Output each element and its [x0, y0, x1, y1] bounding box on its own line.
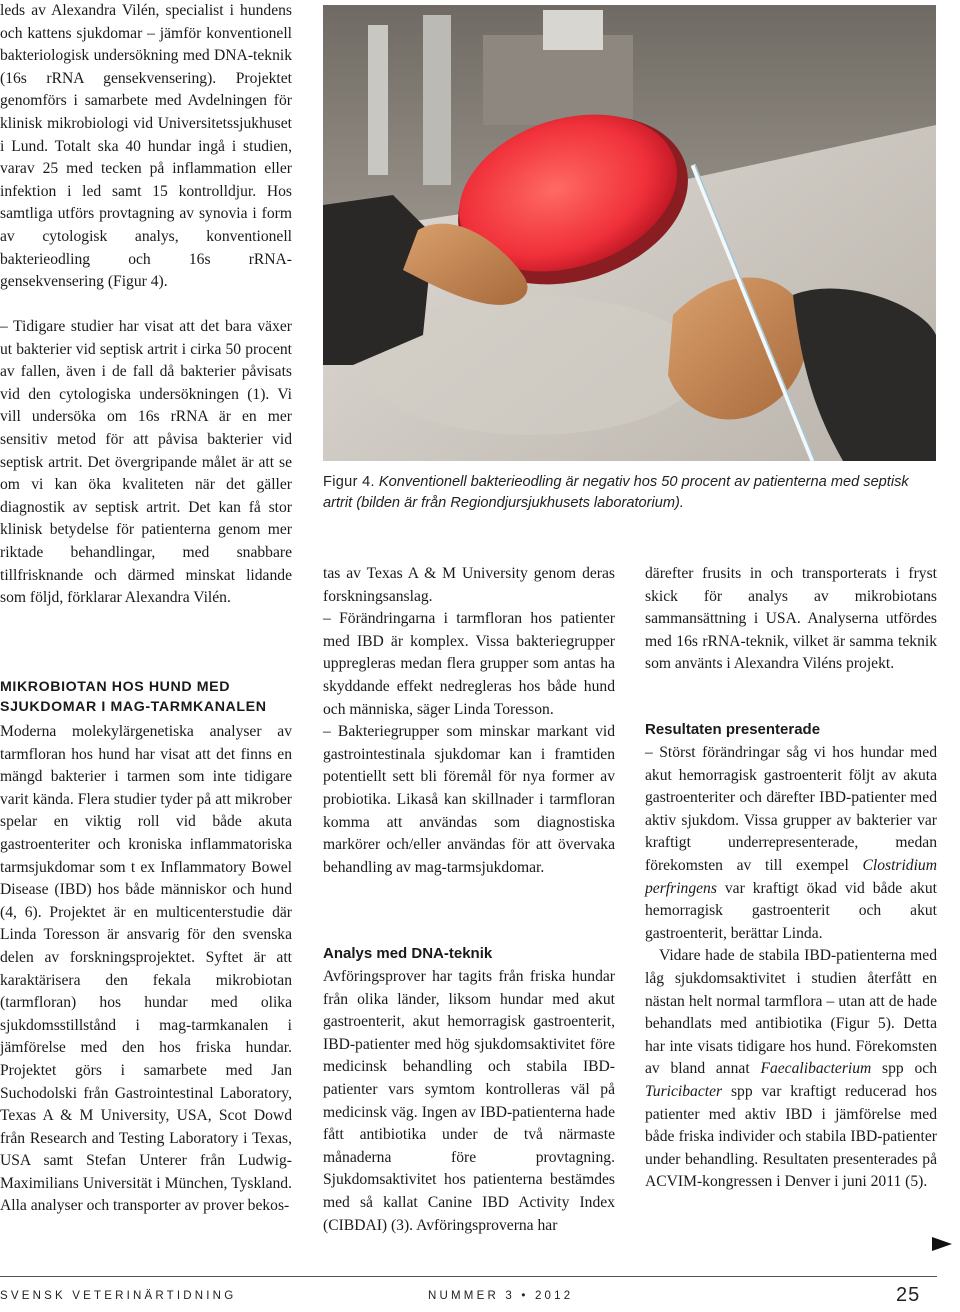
footer-page-number: 25: [896, 1284, 921, 1306]
column-3: [645, 0, 937, 1312]
col2-paragraph-4: Avföringsprover har tagits från friska hundar från olika länder, liksom hundar med akut gastroenterit, akut hemorragisk gastroenterit, IBD-patienter med hög sjukdomsaktivitet före medicinsk behandling och stabila IBD-patienter vars symtom kontrolleras väl på medicinsk väg. Ingen av IBD-patienterna hade fått antibiotika under de två närmaste månaderna före provtagning. Sjukdomsaktivitet hos patienterna bestämdes med så kallat Canine IBD Activity Index (CIBDAI) (3). Avföringsproverna har: [323, 968, 615, 1234]
section-heading-resultaten: Resultaten presenterade: [645, 721, 821, 738]
col2-paragraph-1: tas av Texas A & M University genom deras forskningsanslag.: [323, 565, 615, 605]
column-2: [323, 0, 615, 1312]
col3-paragraph-2-a: – Störst förändringar såg vi hos hundar med akut hemorragisk gastroenterit följt av akuta gastroenteriter och därefter IBD-patienter med aktiv sjukdom. Vissa grupper av bakterier var kraftigt underrepresenterade, medan förekomsten av till exempel: [645, 744, 937, 874]
section-heading-analys: Analys med DNA-teknik: [323, 945, 493, 962]
col1-paragraph-1: leds av Alexandra Vilén, specialist i hundens och kattens sjukdomar – jämför konventionell bakteriologisk undersökning med DNA-teknik (16s rRNA gensekvensering). Projektet genomförs i samarbete med Avdelningen för klinisk mikrobiologi vid Universitetssjukhuset i Lund. Totalt ska 40 hundar ingå i studien, varav 25 med tecken på inflammation eller infektion i led samt 15 kontrolldjur. Hos samtliga utförs provtagning av synovia i form av cytologisk analys, konventionell bakterieodling och 16s rRNA-gensekvensering (Figur 4).: [0, 2, 292, 291]
footer-journal-name: SVENSK VETERINÄRTIDNING: [0, 1290, 237, 1302]
species-turicibacter: Turicibacter: [645, 1082, 723, 1100]
col3-paragraph-1: därefter frusits in och transporterats i fryst skick för analys av mikrobiotans sammansättning i USA. Analyserna utfördes med 16s rRNA-teknik, vilket är samma teknik som använts i Alexandra Viléns projekt.: [645, 565, 937, 673]
col3-paragraph-3: [645, 945, 937, 1194]
col3-paragraph-2-b: var kraftigt ökad vid både akut hemorragisk gastroenterit och akut gastroenterit, berättar Linda.: [645, 879, 937, 942]
col1-paragraph-2: – Tidigare studier har visat att det bara växer ut bakterier vid septisk artrit i cirka 50 procent av fallen, även i de fall då bakterier påvisats vid den cytologiska undersökningen (1). Vi vill undersöka om 16s rRNA är en mer sensitiv metod för att påvisa bakterier vid septisk artrit. Det övergripande målet är att se om vi kan öka kvaliteten när det gäller diagnostik av septisk artrit. Det kan få stor klinisk betydelse för patienterna genom mer riktade behandlingar, med snabbare tillfrisknande och därmed minskat lidande som följd, förklarar Alexandra Vilén.: [0, 318, 292, 607]
species-faecalibacterium: Faecalibacterium: [760, 1060, 872, 1078]
col1-paragraph-3: Moderna molekylärgenetiska analyser av tarmfloran hos hund har visat att det finns en mängd bakterier i tarmen som inte tidigare varit kända. Flera studier tyder på att mikrober spelar en viktig roll vid både akuta gastroenteriter och kroniska inflammatoriska tarmsjukdomar som t ex Inflammatory Bowel Disease (IBD) hos både människor och hund (4, 6). Projektet är en multicenterstudie där Linda Toresson är ansvarig för den svenska delen av forskningsprojektet. Syftet är att karaktärisera den fekala mikrobiotan (tarmfloran) hos hundar med olika sjukdomsstillstånd i mag-tarmkanalen i jämförelse med den hos friska hundar. Projektet görs i samarbete med Jan Suchodolski från Gastrointestinal Laboratory, Texas A & M University, USA, Scot Dowd från Research and Testing Laboratory i Texas, USA samt Stefan Unterer från Ludwig-Maximilians Universität i München, Tyskland. Alla analyser och transporter av prover bekos-: [0, 723, 292, 1215]
col3-paragraph-2: [645, 742, 937, 945]
footer-issue: NUMMER 3 • 2012: [428, 1290, 574, 1302]
column-1: [0, 0, 292, 1312]
figure-caption-text: Konventionell bakterieodling är negativ hos 50 procent av patienterna med septisk artrit (bilden är från Regiondjursjukhusets laboratorium).: [323, 474, 909, 511]
col3-paragraph-3-c: spp var kraftigt reducerad hos patienter med aktiv IBD i jämförelse med både friska individer och stabila IBD-patienter under behandling. Resultaten presenterades på ACVIM-kongressen i Denver i juni 2011 (5).: [645, 1082, 937, 1191]
figure-label: Figur 4.: [323, 474, 375, 490]
section-heading-mikrobiotan: MIKROBIOTAN HOS HUND MED SJUKDOMAR I MAG-TARMKANALEN: [0, 679, 267, 715]
col2-paragraph-group-1: [323, 563, 615, 879]
species-clostridium: Clostridium perfringens: [645, 856, 937, 897]
col3-paragraph-3-a: Vidare hade de stabila IBD-patienterna med låg sjukdomsaktivitet i studien återfått en nästan helt normal tarmflora – utan att de hade behandlats med antibiotika (Figur 5). Detta har inte visats tidigare hos hund. Förekomsten av bland annat: [645, 947, 937, 1078]
col3-paragraph-group-2: [645, 742, 937, 1194]
continue-arrow-icon: [932, 1237, 952, 1251]
col3-paragraph-3-b: spp och: [871, 1060, 938, 1078]
footer-rule: [0, 1276, 937, 1277]
col2-paragraph-2: – Förändringarna i tarmfloran hos patienter med IBD är komplex. Vissa bakteriegrupper uppregleras medan flera grupper som antas ha skyddande effekt nedregleras hos både hund och människa, säger Linda Toresson.: [323, 610, 615, 718]
col2-paragraph-3: – Bakteriegrupper som minskar markant vid gastrointestinala sjukdomar kan i framtiden potentiellt sett bli föremål för nya former av probiotika. Likaså kan skillnader i tarmfloran komma att användas som diagnostiska markörer och/eller användas för att övervaka behandling av mag-tarmsjukdomar.: [323, 723, 615, 876]
